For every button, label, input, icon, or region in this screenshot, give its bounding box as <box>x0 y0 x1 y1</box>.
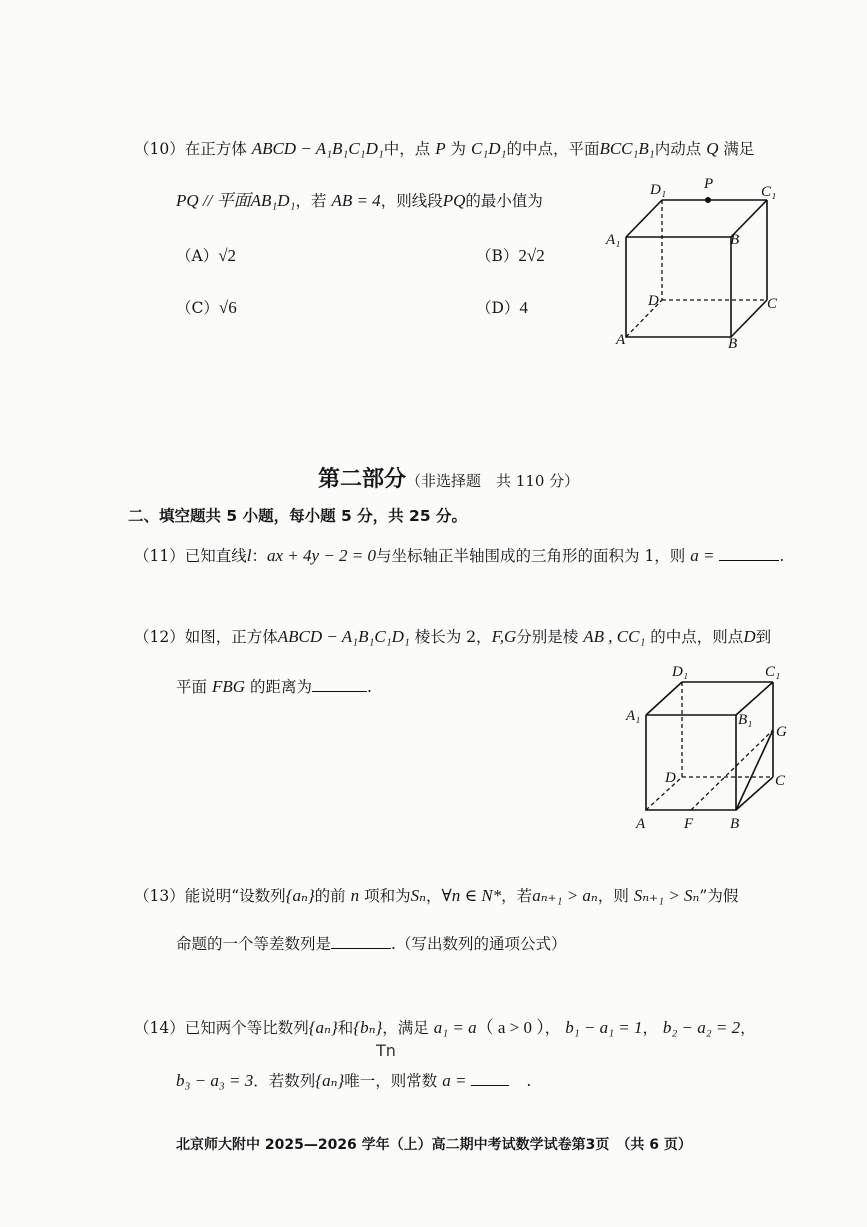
sequence: {aₙ} <box>285 886 315 905</box>
conclusion: Sₙ₊₁ > Sₙ <box>633 886 700 905</box>
q10-text: 满足 <box>723 140 755 158</box>
cube-figure-q10 <box>600 170 800 370</box>
label-a: A <box>636 816 646 832</box>
q14-text: ，满足 <box>382 1019 429 1037</box>
q12-text: 平面 <box>176 678 208 696</box>
q12-line2 <box>176 676 372 698</box>
q13-text: 能说明“设数列 <box>184 887 286 905</box>
label-b1: B₁ <box>738 712 753 728</box>
label-g: G <box>776 724 787 740</box>
segment: PQ <box>442 191 466 210</box>
question-number: （13） <box>134 887 185 905</box>
condition: AB = 4 <box>331 191 381 210</box>
cube-name: ABCD − A₁B₁C₁D₁ <box>277 627 410 646</box>
plane: AB₁D₁ <box>250 191 296 210</box>
q10-text: 的最小值为 <box>465 192 543 210</box>
condition-3: b₂ − a₂ = 2 <box>662 1018 741 1037</box>
question-number: （11） <box>134 547 185 565</box>
label-a1: A₁ <box>606 232 621 248</box>
q10-text: 的中点，平面 <box>506 140 600 158</box>
q13-line2 <box>176 933 566 955</box>
front-face <box>626 237 731 337</box>
option-value: √6 <box>218 298 237 317</box>
q14-line2 <box>176 1070 531 1092</box>
point-d: D <box>743 627 756 646</box>
condition-4: b₃ − a₃ = 3 <box>176 1071 254 1090</box>
question-number: （14） <box>134 1019 185 1037</box>
sequence-b: {bₙ} <box>353 1018 383 1037</box>
q10-text: 内动点 <box>654 140 702 158</box>
option-b <box>476 245 545 267</box>
variable-n: n <box>350 886 360 905</box>
q12-text: 如图，正方体 <box>184 628 278 646</box>
option-value: 2√2 <box>518 246 545 265</box>
condition-2: b₁ − a₁ = 1 <box>565 1018 643 1037</box>
edge <box>626 200 662 237</box>
q12-text: 分别是棱 <box>516 628 579 646</box>
option-a <box>176 245 236 267</box>
label-p: P <box>704 176 714 192</box>
q13-text: 项和为 <box>364 887 411 905</box>
question-number: （12） <box>134 628 185 646</box>
label-d: D <box>665 770 676 786</box>
edges: AB , CC₁ <box>583 627 646 646</box>
label-d: D <box>648 293 659 309</box>
q10-text: 为 <box>450 140 467 158</box>
q11-text: 已知直线 <box>184 547 247 565</box>
part2-heading <box>318 462 579 493</box>
part2-title: 第二部分 <box>318 467 407 492</box>
segment-fg <box>691 730 773 810</box>
label-b: B <box>728 336 738 352</box>
q12-text: . <box>366 678 372 696</box>
handwritten-note: Tn <box>376 1041 396 1060</box>
q12-text: 棱长为 2， <box>414 628 492 646</box>
q12-text: 的距离为 <box>249 678 312 696</box>
sum: Sₙ <box>410 886 426 905</box>
option-label: （D） <box>476 299 520 317</box>
label-b: B <box>730 816 740 832</box>
edge <box>731 300 767 337</box>
condition-1: a₁ = a <box>433 1018 477 1037</box>
q13-text: .（写出数列的通项公式） <box>391 935 567 953</box>
q14-text: . <box>526 1072 532 1090</box>
label-b1: B <box>730 232 740 248</box>
q12-text: 的中点，则点 <box>650 628 744 646</box>
variable: a = <box>442 1071 467 1090</box>
page-footer: 北京师大附中 2025—2026 学年（上）高二期中考试数学试卷第3页 （共 6 页） <box>176 1137 692 1153</box>
label-f: F <box>684 816 694 832</box>
edge <box>736 777 773 810</box>
q12-line1 <box>134 626 771 648</box>
label-c: C <box>775 773 786 789</box>
option-c <box>176 297 237 319</box>
q10-line1 <box>134 138 754 160</box>
equation: ax + 4y − 2 = 0 <box>267 546 377 565</box>
option-d <box>476 297 528 319</box>
label-d1: D₁ <box>672 664 689 680</box>
answer-blank[interactable] <box>331 934 391 949</box>
q13-line1 <box>134 885 738 907</box>
cube-figure-q12 <box>620 660 810 840</box>
q10-text: PQ // 平面 <box>176 191 251 210</box>
cube-name: ABCD − A₁B₁C₁D₁ <box>251 139 384 158</box>
sequence-a: {aₙ} <box>308 1018 338 1037</box>
answer-blank[interactable] <box>312 677 367 692</box>
q10-line2 <box>176 190 543 212</box>
q11-text: ： <box>251 547 267 565</box>
edge <box>646 682 682 715</box>
q14-text: 和 <box>337 1019 354 1037</box>
q13-text: ，若 <box>501 887 533 905</box>
q13-text: ，则 <box>597 887 629 905</box>
front-face <box>646 715 736 810</box>
segment: C₁D₁ <box>471 139 507 158</box>
q11-line <box>134 545 784 567</box>
q10-text: ，则线段 <box>380 192 443 210</box>
option-value: √2 <box>218 246 237 265</box>
q10-text: 在正方体 <box>184 140 247 158</box>
q13-text: 的前 <box>314 887 346 905</box>
option-label: （B） <box>476 247 519 265</box>
q10-text: ，若 <box>295 192 327 210</box>
label-a1: A₁ <box>626 708 641 724</box>
section-heading: 二、填空题共 5 小题，每小题 5 分，共 25 分。 <box>128 507 468 525</box>
hidden-edge <box>646 777 682 810</box>
label-a: A <box>616 332 626 348</box>
point-p-dot <box>705 197 711 203</box>
q13-text: 命题的一个等差数列是 <box>176 935 332 953</box>
option-value: 4 <box>519 298 528 317</box>
sequence-a: {aₙ} <box>315 1071 345 1090</box>
answer-blank[interactable] <box>471 1071 509 1086</box>
q14-line1: （14）已知两个等比数列{aₙ}和{bₙ}，满足 a₁ = a（ a > 0 ）， b₁ − a₁ = 1， b₂ − a₂ = 2， <box>134 1018 756 1037</box>
point-p: P <box>435 139 446 158</box>
condition-note: （ a > 0 ） <box>476 1018 545 1037</box>
q14-text: ．若数列 <box>253 1072 316 1090</box>
variable: a = <box>690 546 715 565</box>
edge <box>736 682 773 715</box>
forall: ∀n ∈ N* <box>441 886 502 905</box>
option-label: （A） <box>176 247 219 265</box>
part2-subtitle: （非选择题 共 110 分） <box>406 472 580 490</box>
q11-text: 与坐标轴正半轴围成的三角形的面积为 1，则 <box>376 547 686 565</box>
points: F,G <box>491 627 517 646</box>
q12-text: 到 <box>755 628 772 646</box>
plane: FBG <box>211 677 245 696</box>
q14-text: 已知两个等比数列 <box>184 1019 309 1037</box>
q13-text: ”为假 <box>699 887 739 905</box>
question-number: （10） <box>134 140 185 158</box>
condition: aₙ₊₁ > aₙ <box>532 886 598 905</box>
q10-text: 中，点 <box>383 140 431 158</box>
option-label: （C） <box>176 299 219 317</box>
label-d1: D₁ <box>650 182 667 198</box>
line-name: l <box>246 546 252 565</box>
answer-blank[interactable] <box>719 546 779 561</box>
q13-text: ， <box>425 887 442 905</box>
segment-bg <box>736 730 773 810</box>
label-c1: C₁ <box>761 184 777 200</box>
plane: BCC₁B₁ <box>599 139 655 158</box>
q14-text: 唯一，则常数 <box>344 1072 438 1090</box>
q11-text: . <box>779 547 785 565</box>
label-c1: C₁ <box>765 664 781 680</box>
label-c: C <box>767 296 778 312</box>
point-q: Q <box>706 139 719 158</box>
